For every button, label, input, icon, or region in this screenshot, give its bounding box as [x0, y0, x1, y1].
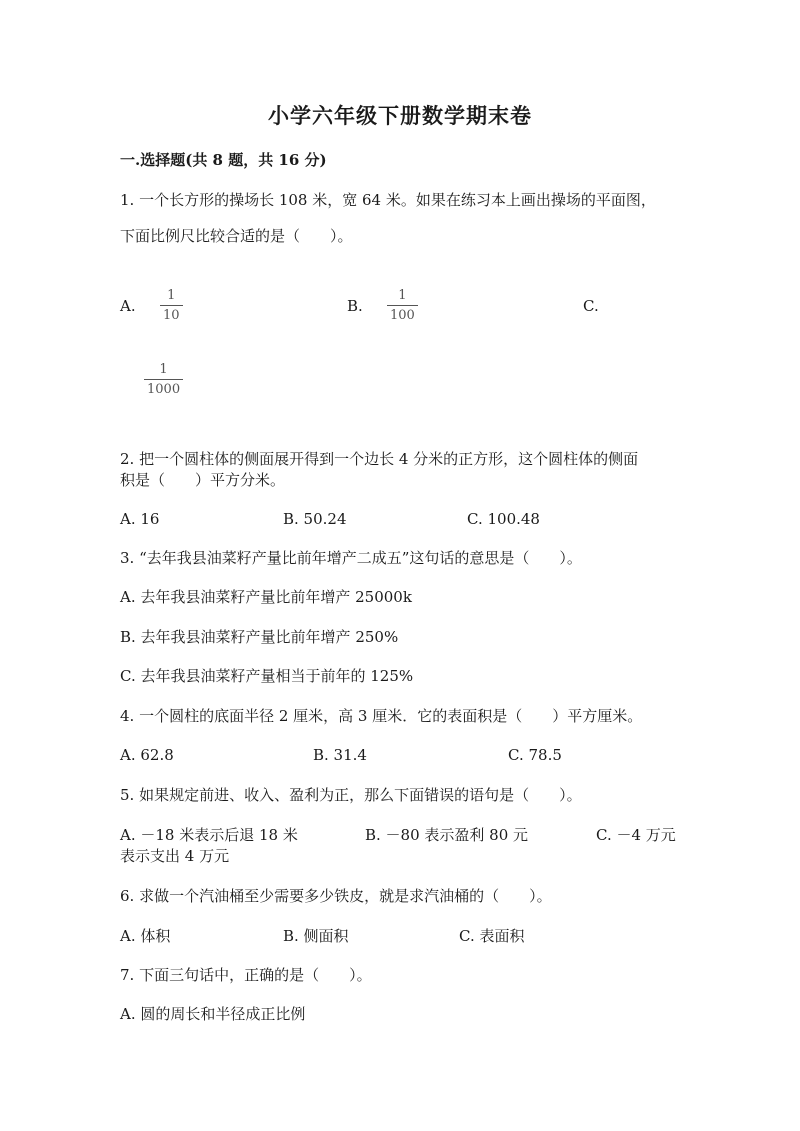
fraction-bar: [387, 305, 418, 306]
fraction-bar: [160, 305, 183, 306]
q1-option-b-fraction: [387, 288, 418, 323]
q7-option-a[interactable]: A. 圆的周长和半径成正比例: [120, 1005, 306, 1023]
q4-option-a[interactable]: A. 62.8: [120, 746, 174, 764]
q5-option-c-cont: 表示支出 4 万元: [120, 847, 230, 865]
q1-option-a-fraction: [160, 288, 183, 323]
fraction-denominator: 100: [390, 308, 415, 323]
q6-option-a[interactable]: A. 体积: [120, 927, 171, 945]
q6-option-c[interactable]: C. 表面积: [459, 927, 525, 945]
q3-option-c[interactable]: C. 去年我县油菜籽产量相当于前年的 125%: [120, 667, 414, 685]
q1-option-a-label[interactable]: A.: [120, 297, 136, 315]
q5-option-c[interactable]: C. －4 万元: [596, 826, 676, 844]
question-4-text: 4. 一个圆柱的底面半径 2 厘米，高 3 厘米．它的表面积是（ ）平方厘米。: [120, 707, 643, 725]
q1-option-c-label[interactable]: C.: [583, 297, 599, 315]
fraction-numerator: 1: [159, 362, 168, 377]
fraction-numerator: 1: [167, 288, 176, 303]
question-2-text: 2. 把一个圆柱体的侧面展开得到一个边长 4 分米的正方形，这个圆柱体的侧面: [120, 450, 639, 468]
q5-option-a[interactable]: A. －18 米表示后退 18 米: [120, 826, 298, 844]
question-2-text-cont: 积是（ ）平方分米。: [120, 471, 286, 489]
question-1-text: 1. 一个长方形的操场长 108 米，宽 64 米。如果在练习本上画出操场的平面图，: [120, 191, 656, 209]
page-title: 小学六年级下册数学期末卷: [268, 103, 532, 128]
question-5-text: 5. 如果规定前进、收入、盈利为正，那么下面错误的语句是（ ）。: [120, 786, 582, 804]
q1-option-c-fraction: [144, 362, 183, 397]
q2-option-c[interactable]: C. 100.48: [467, 510, 540, 528]
question-3-text: 3. “去年我县油菜籽产量比前年增产二成五”这句话的意思是（ ）。: [120, 549, 582, 567]
section-heading: 一.选择题(共 8 题，共 16 分): [120, 151, 327, 169]
q3-option-b[interactable]: B. 去年我县油菜籽产量比前年增产 250%: [120, 628, 399, 646]
question-7-text: 7. 下面三句话中，正确的是（ ）。: [120, 966, 372, 984]
question-1-text-cont: 下面比例尺比较合适的是（ ）。: [120, 227, 353, 245]
question-6-text: 6. 求做一个汽油桶至少需要多少铁皮，就是求汽油桶的（ ）。: [120, 887, 552, 905]
fraction-numerator: 1: [398, 288, 407, 303]
q1-option-b-label[interactable]: B.: [347, 297, 363, 315]
fraction-denominator: 10: [163, 308, 180, 323]
q4-option-c[interactable]: C. 78.5: [508, 746, 562, 764]
q6-option-b[interactable]: B. 侧面积: [283, 927, 349, 945]
q2-option-a[interactable]: A. 16: [120, 510, 160, 528]
q4-option-b[interactable]: B. 31.4: [313, 746, 367, 764]
q5-option-b[interactable]: B. －80 表示盈利 80 元: [365, 826, 529, 844]
q3-option-a[interactable]: A. 去年我县油菜籽产量比前年增产 25000k: [120, 588, 412, 606]
fraction-denominator: 1000: [147, 382, 181, 397]
fraction-bar: [144, 379, 183, 380]
q2-option-b[interactable]: B. 50.24: [283, 510, 347, 528]
